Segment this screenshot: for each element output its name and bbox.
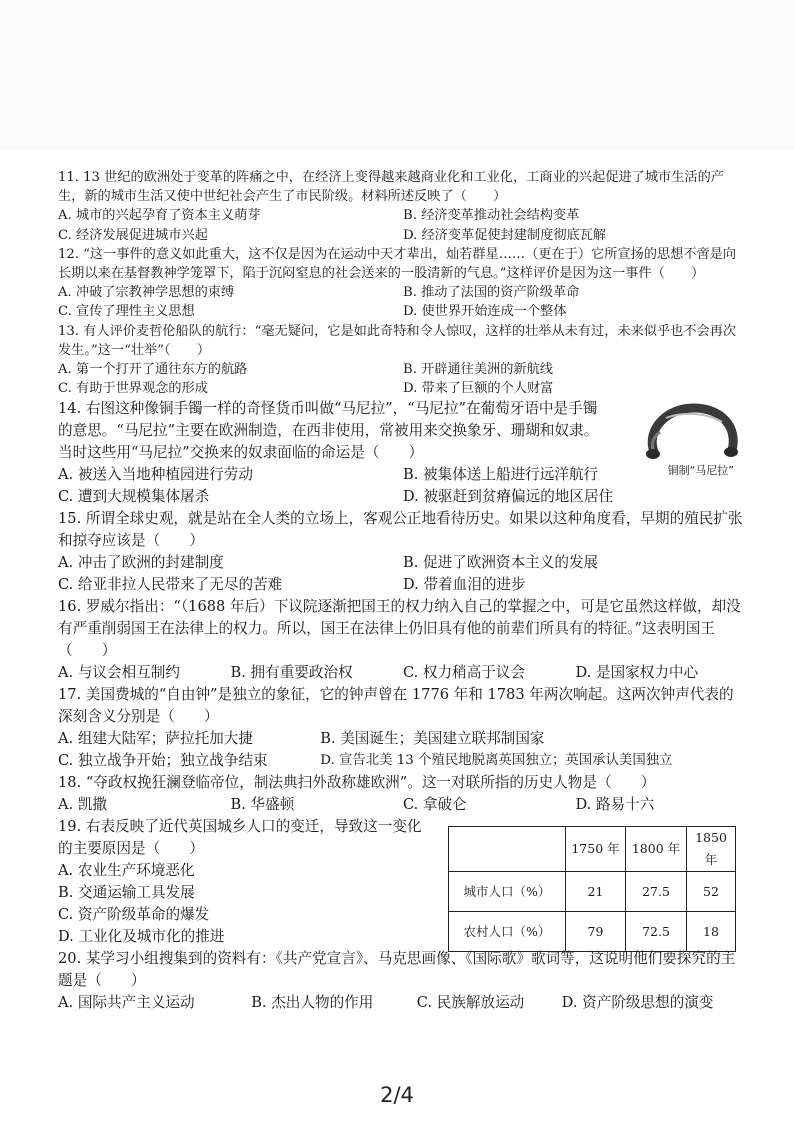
option-b[interactable]: B. 杰出人物的作用 (251, 994, 374, 1012)
table-cell: 21 (566, 872, 626, 912)
option-c[interactable]: C. 拿破仑 (403, 796, 467, 814)
option-b[interactable]: B. 华盛顿 (230, 796, 295, 814)
question-16 (58, 596, 748, 684)
option-d[interactable]: D. 带来了巨额的个人财富 (403, 381, 554, 397)
option-b[interactable]: B. 交通运输工具发展 (58, 884, 195, 902)
table-row (449, 872, 736, 912)
option-b[interactable]: B. 经济变革推动社会结构变革 (403, 208, 580, 224)
table-cell: 1800 年 (626, 827, 687, 872)
option-c[interactable]: C. 民族解放运动 (416, 994, 525, 1012)
blank-header-area (0, 0, 794, 150)
option-a[interactable]: A. 冲破了宗教神学思想的束缚 (58, 285, 235, 301)
option-a[interactable]: A. 农业生产环境恶化 (58, 862, 195, 880)
option-a[interactable]: A. 组建大陆军；萨拉托加大捷 (58, 730, 253, 748)
question-stem: 13. 有人评价麦哲伦船队的航行：“毫无疑问，它是如此奇特和令人惊叹，这样的壮举从未有过，未来似乎也不会再次发生。”这一“壮举”（ ） (58, 323, 737, 358)
table-cell (449, 827, 566, 872)
option-d[interactable]: D. 是国家权力中心 (575, 664, 699, 682)
option-b[interactable]: B. 推动了法国的资产阶级革命 (403, 285, 580, 301)
page-number: 2/4 (380, 1083, 414, 1107)
question-19 (58, 816, 748, 948)
table-cell: 27.5 (626, 872, 687, 912)
option-d[interactable]: D. 宣告北美 13 个殖民地脱离英国独立；英国承认美国独立 (320, 753, 673, 769)
option-b[interactable]: B. 美国诞生；美国建立联邦制国家 (320, 730, 545, 748)
table-cell: 城市人口（%） (449, 872, 566, 912)
option-c[interactable]: C. 资产阶级革命的爆发 (58, 906, 210, 924)
options (58, 283, 748, 321)
population-table (448, 826, 736, 952)
option-c[interactable]: C. 遭到大规模集体屠杀 (58, 488, 210, 506)
option-c[interactable]: C. 宣传了理性主义思想 (58, 304, 195, 320)
option-d[interactable]: D. 带着血泪的进步 (403, 576, 526, 594)
options (58, 728, 748, 772)
question-13 (58, 322, 748, 399)
question-20 (58, 948, 748, 1014)
option-b[interactable]: B. 被集体送上船进行远洋航行 (403, 466, 599, 484)
question-stem: 19. 右表反映了近代英国城乡人口的变迁，导致这一变化的主要原因是（ ） (58, 818, 422, 858)
table-row (449, 912, 736, 952)
options (58, 992, 748, 1014)
option-c[interactable]: C. 独立战争开始；独立战争结束 (58, 752, 268, 770)
option-d[interactable]: D. 经济变革促使封建制度彻底瓦解 (403, 227, 607, 243)
question-12 (58, 245, 748, 322)
option-c[interactable]: C. 有助于世界观念的形成 (58, 381, 208, 397)
option-a[interactable]: A. 国际共产主义运动 (58, 994, 195, 1012)
options (58, 552, 748, 596)
option-b[interactable]: B. 拥有重要政治权 (230, 664, 353, 682)
option-d[interactable]: D. 使世界开始连成一个整体 (403, 304, 567, 320)
option-c[interactable]: C. 权力稍高于议会 (403, 664, 526, 682)
question-stem: 17. 美国费城的“自由钟”是独立的象征，它的钟声曾在 1776 年和 1783 年两次响起。这两次钟声代表的深刻含义分别是（ ） (58, 686, 734, 726)
option-d[interactable]: D. 路易十六 (575, 796, 655, 814)
options (58, 360, 748, 398)
question-14 (58, 398, 748, 508)
question-stem: 15. 所谓全球史观，就是站在全人类的立场上，客观公正地看待历史。如果以这种角度看，早期的殖民扩张和掠夺应该是（ ） (58, 510, 743, 550)
table-cell: 农村人口（%） (449, 912, 566, 952)
options (58, 662, 748, 684)
question-11 (58, 168, 748, 245)
option-d[interactable]: D. 被驱赶到贫瘠偏远的地区居住 (403, 488, 614, 506)
option-b[interactable]: B. 开辟通往美洲的新航线 (403, 362, 553, 378)
question-18 (58, 772, 748, 816)
question-stem: 11. 13 世纪的欧洲处于变革的阵痛之中，在经济上变得越来越商业化和工业化，工商业的兴起促进了城市生活的产生，新的城市生活又使中世纪社会产生了市民阶级。材料所述反映了（ ） (58, 170, 724, 205)
option-a[interactable]: A. 与议会相互制约 (58, 664, 180, 682)
question-15 (58, 508, 748, 596)
option-a[interactable]: A. 凯撒 (58, 796, 108, 814)
question-17 (58, 684, 748, 772)
options (58, 794, 748, 816)
options (58, 206, 748, 244)
option-c[interactable]: C. 给亚非拉人民带来了无尽的苦难 (58, 576, 283, 594)
question-stem: 18. “夺政权挽狂澜登临帝位，制法典扫外敌称雄欧洲”。这一对联所指的历史人物是（ ） (58, 774, 656, 792)
question-stem: 14. 右图这种像铜手镯一样的奇怪货币叫做“马尼拉”，“马尼拉”在葡萄牙语中是手镯的意思。“马尼拉”主要在欧洲制造，在西非使用，常被用来交换象牙、珊瑚和奴隶。当时这些用“马尼拉”交换来的奴隶面临的命运是（ ） (58, 400, 599, 462)
table-cell: 1750 年 (566, 827, 626, 872)
option-c[interactable]: C. 经济发展促进城市兴起 (58, 227, 208, 243)
option-a[interactable]: A. 被送入当地种植园进行劳动 (58, 466, 253, 484)
question-stem: 12. “这一事件的意义如此重大，这不仅是因为在运动中天才辈出，灿若群星……（更在于）它所宣扬的思想不啻是向长期以来在基督教神学笼罩下，陷于沉闷窒息的社会送来的一股清新的气息。”这样评价是因为这一事件（ ） (58, 246, 737, 282)
table-cell: 79 (566, 912, 626, 952)
table-cell: 52 (687, 872, 736, 912)
question-stem: 16. 罗威尔指出：“（1688 年后）下议院逐渐把国王的权力纳入自己的掌握之中，可是它虽然这样做，却没有严重削弱国王在法律上的权力。所以，国王在法律上仍旧具有他的前辈们所具有的特征。”这表明国王（ ） (58, 598, 741, 660)
option-d[interactable]: D. 工业化及城市化的推进 (58, 928, 225, 946)
image-caption: 铜制“马尼拉” (667, 464, 734, 478)
option-a[interactable]: A. 城市的兴起孕育了资本主义萌芽 (58, 208, 261, 224)
table-cell: 1850 年 (687, 827, 736, 872)
option-b[interactable]: B. 促进了欧洲资本主义的发展 (403, 554, 599, 572)
question-list (58, 168, 748, 1014)
option-d[interactable]: D. 资产阶级思想的演变 (561, 994, 714, 1012)
table-cell: 18 (687, 912, 736, 952)
option-a[interactable]: A. 冲击了欧洲的封建制度 (58, 554, 224, 572)
question-stem: 20. 某学习小组搜集到的资料有：《共产党宣言》、马克思画像、《国际歌》歌词等，这说明他们要探究的主题是（ ） (58, 950, 736, 990)
table-header-row (449, 827, 736, 872)
table-cell: 72.5 (626, 912, 687, 952)
option-a[interactable]: A. 第一个打开了通往东方的航路 (58, 362, 248, 378)
